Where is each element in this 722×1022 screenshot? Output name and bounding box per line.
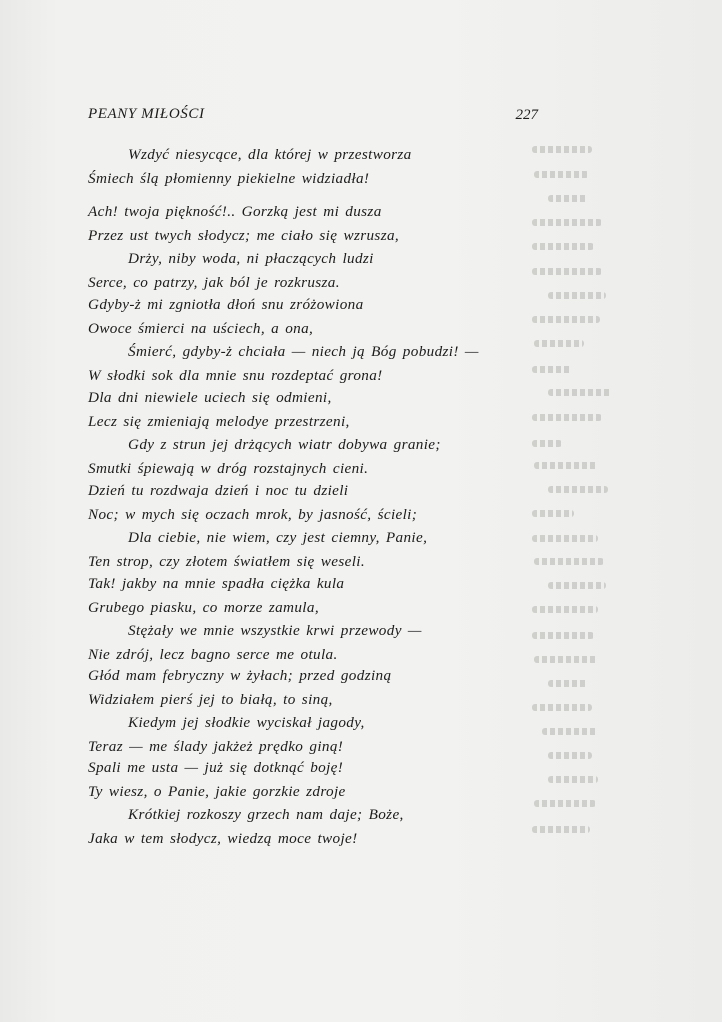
verse-line: Spali me usta — już się dotknąć boję! [88, 759, 344, 776]
verse-line: Przez ust twych słodycz; me ciało się wzrusza, [88, 226, 400, 244]
verse-line: Ten strop, czy złotem światłem się weseli. [88, 552, 366, 570]
verse-line: Śmierć, gdyby-ż chciała — niech ją Bóg pobudzi! — [128, 343, 479, 361]
verse-line: Wzdyć niesycące, dla której w przestworza [128, 146, 412, 163]
stanza [88, 143, 558, 190]
verse-line: Krótkiej rozkoszy grzech nam daje; Boże, [128, 806, 404, 824]
verse-line: Głód mam febryczny w żyłach; przed godziną [88, 667, 392, 684]
stanza [88, 572, 558, 666]
verse-line: Serce, co patrzy, jak ból je rozkrusza. [88, 273, 340, 291]
verse-line: Kiedym jej słodkie wyciskał jagody, [128, 714, 365, 732]
verse-line: Śmiech ślą płomienny piekielne widziadła! [88, 169, 370, 187]
verse-line: Ach! twoja piękność!.. Gorzką jest mi dusza [88, 203, 382, 220]
verse-line: Noc; w mych się oczach mrok, by jasność, ścieli; [88, 505, 418, 523]
verse-line: Teraz — me ślady jakżeż prędko giną! [88, 737, 344, 755]
verse-line: Nie zdrój, lecz bagno serce me otula. [88, 645, 338, 663]
verse-line: Stężały we mnie wszystkie krwi przewody — [128, 622, 422, 640]
verse-line: W słodki sok dla mnie snu rozdeptać grona! [88, 366, 383, 384]
verse-line: Dla dni niewiele uciech się odmieni, [88, 389, 332, 406]
verse-line: Owoce śmierci na uściech, a ona, [88, 319, 314, 337]
verse-line: Dzień tu rozdwaja dzień i noc tu dzieli [88, 482, 349, 499]
verse-line: Tak! jakby na mnie spadła ciężka kula [88, 575, 345, 592]
stanza [88, 386, 558, 480]
stanza [88, 664, 558, 758]
verse-line: Dla ciebie, nie wiem, czy jest ciemny, Panie, [128, 529, 428, 547]
page-number: 227 [515, 107, 538, 123]
verse-line: Gdyby-ż mi zgniotła dłoń snu zróżowiona [88, 296, 364, 313]
verse-line: Smutki śpiewają w dróg rozstajnych cieni. [88, 459, 369, 477]
verse-line: Widziałem pierś jej to białą, to siną, [88, 690, 333, 708]
verse-line: Gdy z strun jej drżących wiatr dobywa granie; [128, 436, 441, 454]
stanza [88, 479, 558, 573]
stanza [88, 200, 558, 294]
verse-line: Jaka w tem słodycz, wiedzą moce twoje! [88, 829, 358, 847]
verse-line: Drży, niby woda, ni płaczących ludzi [128, 250, 374, 268]
stanza [88, 293, 558, 387]
running-title: PEANY MIŁOŚCI [88, 106, 205, 122]
verse-line: Grubego piasku, co morze zamula, [88, 598, 319, 616]
stanza [88, 756, 558, 850]
verse-line: Lecz się zmieniają melodye przestrzeni, [88, 412, 350, 430]
verse-line: Ty wiesz, o Panie, jakie gorzkie zdroje [88, 782, 346, 800]
